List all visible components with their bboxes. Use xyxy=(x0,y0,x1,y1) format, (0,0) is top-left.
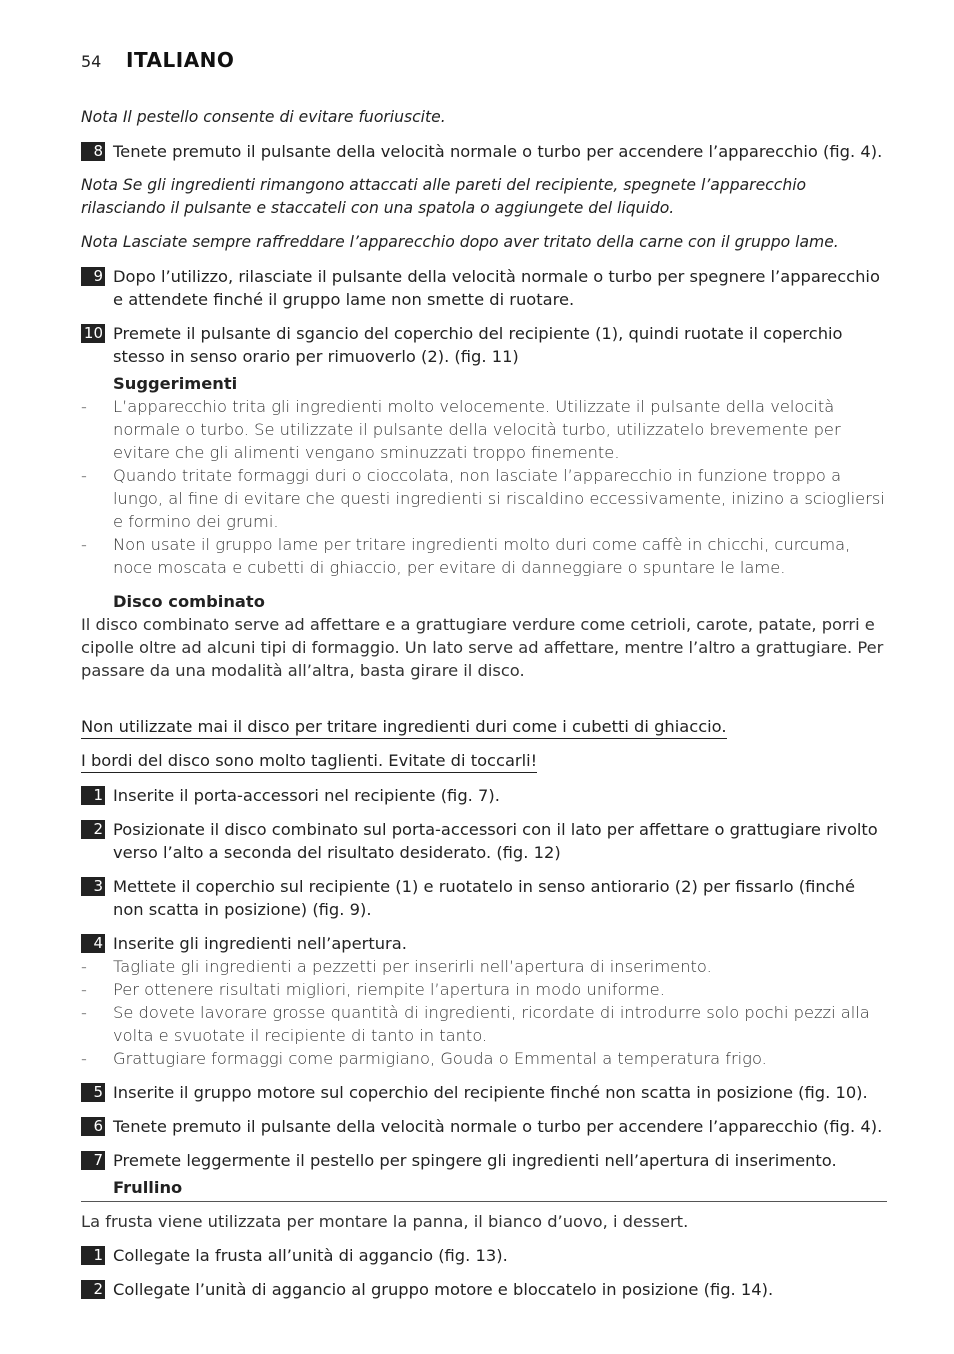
step-text: Premete leggermente il pestello per spingere gli ingredienti nell’apertura di inserimento. xyxy=(113,1151,837,1170)
step-number-badge: 6 xyxy=(81,1117,105,1136)
step-10 xyxy=(81,322,887,368)
step-number-badge: 2 xyxy=(81,820,105,839)
step-number-badge: 10 xyxy=(81,324,105,343)
tips-heading: Suggerimenti xyxy=(113,374,238,393)
step-number-badge: 5 xyxy=(81,1083,105,1102)
whisk-intro: La frusta viene utilizzata per montare la panna, il bianco d’uovo, i dessert. xyxy=(81,1212,689,1231)
whisk-step-2 xyxy=(81,1278,887,1301)
note-ingredients-stuck: Nota Se gli ingredienti rimangono attaccati alle pareti del recipiente, spegnete l’apparecchio rilasciando il pulsante e staccateli con una spatola o aggiungete del liquido. xyxy=(81,176,807,217)
list-item: - Non usate il gruppo lame per tritare ingredienti molto duri come caffè in chicchi, curcuma, noce moscata e cubetti di ghiaccio, per evitare di danneggiare o spuntare le lame. xyxy=(81,535,851,577)
step-number-badge: 1 xyxy=(81,786,105,805)
step-text: Collegate la frusta all’unità di aggancio (fig. 13). xyxy=(113,1246,508,1265)
step-number-badge: 1 xyxy=(81,1246,105,1265)
disc-step-4 xyxy=(81,932,887,955)
tips-list xyxy=(81,395,887,579)
step-text: Tenete premuto il pulsante della velocità normale o turbo per accendere l’apparecchio (fig. 4). xyxy=(113,1117,883,1136)
page-content xyxy=(81,106,887,1312)
disc-step-5 xyxy=(81,1081,887,1104)
disc-heading: Disco combinato xyxy=(113,592,265,611)
step-number-badge: 4 xyxy=(81,934,105,953)
list-item: - Per ottenere risultati migliori, riempite l’apertura in modo uniforme. xyxy=(81,980,665,999)
note-pestle: Nota Il pestello consente di evitare fuoriuscite. xyxy=(81,108,446,126)
step4-list xyxy=(81,955,887,1070)
list-item: - Grattugiare formaggi come parmigiano, Gouda o Emmental a temperatura frigo. xyxy=(81,1049,767,1068)
step-text: Dopo l’utilizzo, rilasciate il pulsante della velocità normale o turbo per spegnere l’apparecchio e attendete finché il gruppo lame non smette di ruotare. xyxy=(113,267,880,309)
step-text: Premete il pulsante di sgancio del coperchio del recipiente (1), quindi ruotate il coperchio stesso in senso orario per rimuoverlo (2). (fig. 11) xyxy=(113,324,843,366)
step-number-badge: 9 xyxy=(81,267,105,286)
disc-intro: Il disco combinato serve ad affettare e a grattugiare verdure come cetrioli, carote, patate, porri e cipolle oltre ad alcuni tipi di formaggio. Un lato serve ad affettare, mentre l’altro a grattugiare. Per passare da una modalità all’altra, basta girare il disco. xyxy=(81,615,884,680)
disc-step-7 xyxy=(81,1149,887,1172)
whisk-heading: Frullino xyxy=(81,1176,887,1202)
disc-step-6 xyxy=(81,1115,887,1138)
warning-ice: Non utilizzate mai il disco per tritare ingredienti duri come i cubetti di ghiaccio. xyxy=(81,716,727,739)
step-number-badge: 2 xyxy=(81,1280,105,1299)
section-language-title: ITALIANO xyxy=(126,48,235,72)
note-cool-down: Nota Lasciate sempre raffreddare l’apparecchio dopo aver tritato della carne con il gruppo lame. xyxy=(81,233,839,251)
step-number-badge: 3 xyxy=(81,877,105,896)
disc-step-3 xyxy=(81,875,887,921)
list-item: - Tagliate gli ingredienti a pezzetti per inserirli nell’apertura di inserimento. xyxy=(81,957,712,976)
list-item: - Quando tritate formaggi duri o cioccolata, non lasciate l’apparecchio in funzione troppo a lungo, al fine di evitare che questi ingredienti si riscaldino eccessivamente, inizino a sciogliersi e formino dei grumi. xyxy=(81,466,885,531)
disc-step-1 xyxy=(81,784,887,807)
step-text: Mettete il coperchio sul recipiente (1) e ruotatelo in senso antiorario (2) per fissarlo (finché non scatta in posizione) (fig. 9). xyxy=(113,877,855,919)
step-text: Inserite il porta-accessori nel recipiente (fig. 7). xyxy=(113,786,500,805)
page-number: 54 xyxy=(81,52,102,71)
step-9 xyxy=(81,265,887,311)
step-text: Collegate l’unità di aggancio al gruppo motore e bloccatelo in posizione (fig. 14). xyxy=(113,1280,774,1299)
step-text: Tenete premuto il pulsante della velocità normale o turbo per accendere l’apparecchio (fig. 4). xyxy=(113,142,883,161)
disc-step-2 xyxy=(81,818,887,864)
step-text: Inserite il gruppo motore sul coperchio del recipiente finché non scatta in posizione (fig. 10). xyxy=(113,1083,868,1102)
step-text: Posizionate il disco combinato sul porta-accessori con il lato per affettare o grattugiare rivolto verso l’alto a seconda del risultato desiderato. (fig. 12) xyxy=(113,820,878,862)
step-number-badge: 8 xyxy=(81,142,105,161)
step-number-badge: 7 xyxy=(81,1151,105,1170)
step-text: Inserite gli ingredienti nell’apertura. xyxy=(113,934,407,953)
page-header xyxy=(81,48,234,72)
list-item: - L’apparecchio trita gli ingredienti molto velocemente. Utilizzate il pulsante della velocità normale o turbo. Se utilizzate il pulsante della velocità turbo, utilizzatelo brevemente per evitare che gli alimenti vengano sminuzzati troppo finemente. xyxy=(81,397,841,462)
warning-sharp-edges: I bordi del disco sono molto taglienti. Evitate di toccarli! xyxy=(81,750,537,773)
list-item: - Se dovete lavorare grosse quantità di ingredienti, ricordate di introdurre solo pochi pezzi alla volta e svuotate il recipiente di tanto in tanto. xyxy=(81,1003,870,1045)
whisk-step-1 xyxy=(81,1244,887,1267)
step-8 xyxy=(81,140,887,163)
